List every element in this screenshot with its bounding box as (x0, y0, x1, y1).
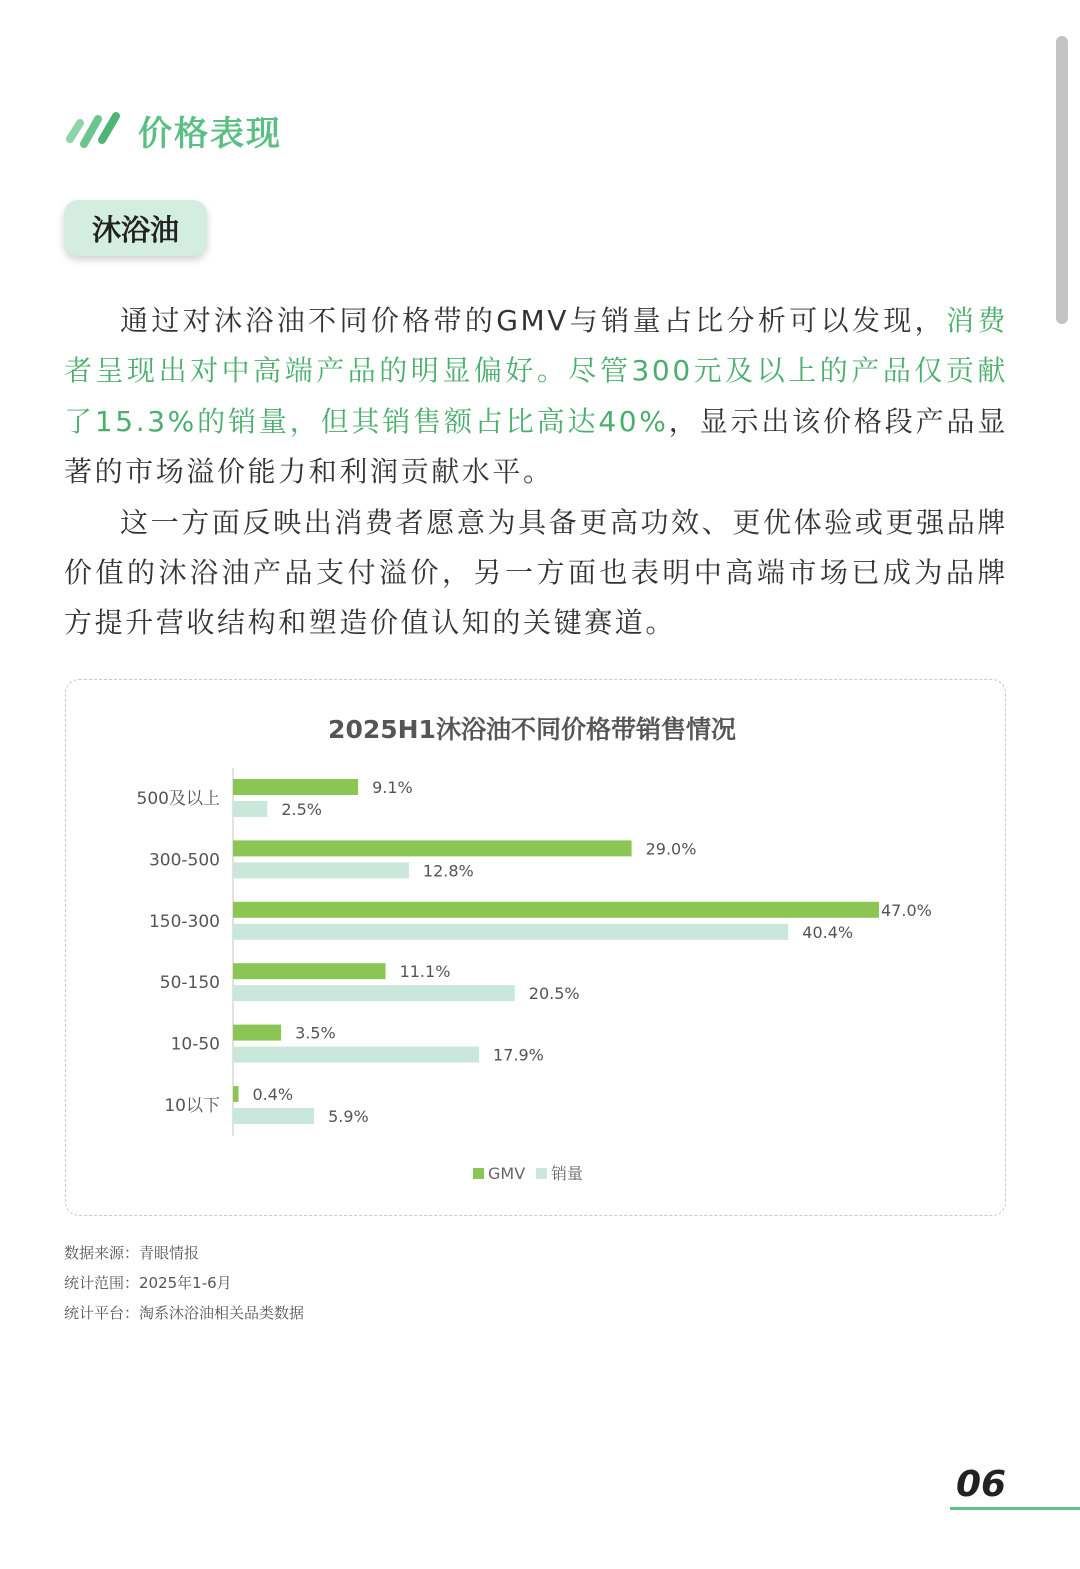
body-text (64, 296, 1008, 649)
note-range: 统计范围：2025年1-6月 (64, 1274, 232, 1292)
legend-label: 销量 (551, 1164, 584, 1183)
legend-swatch (536, 1168, 547, 1179)
chart-container (65, 679, 1006, 1216)
data-label: 29.0% (645, 839, 697, 859)
bar-sales (233, 985, 515, 1001)
category-label: 10以下 (164, 1096, 220, 1116)
data-label: 17.9% (493, 1045, 544, 1065)
data-label: 47.0% (881, 900, 932, 920)
bar-gmv (233, 840, 632, 856)
data-label: 2.5% (281, 800, 323, 819)
note-source: 数据来源：青眼情报 (64, 1244, 200, 1262)
data-notes (64, 1238, 304, 1328)
subsection-tag: 沐浴油 (64, 200, 207, 256)
paragraph-1 (64, 296, 1008, 498)
bar-gmv (233, 963, 386, 979)
paragraph-1-highlight: 消费者呈现出对中高端产品的明显偏好。尽管300元及以上的产品仅贡献了15.3%的销量，但其销售额占比高达40% (64, 304, 1009, 438)
data-label: 12.8% (422, 861, 474, 881)
bar-gmv (233, 1025, 281, 1041)
paragraph-2: 这一方面反映出消费者愿意为具备更高功效、更优体验或更强品牌价值的沐浴油产品支付溢价，另一方面也表明中高端市场已成为品牌方提升营收结构和塑造价值认知的关键赛道。 (64, 505, 1008, 640)
section-header (64, 100, 282, 160)
data-label: 9.1% (372, 778, 413, 797)
data-label: 40.4% (802, 922, 854, 942)
data-label: 3.5% (295, 1023, 336, 1043)
page-number: 06 (956, 1464, 1007, 1505)
data-label: 5.9% (328, 1107, 369, 1126)
category-label: 150-300 (148, 911, 220, 932)
category-label: 500及以上 (136, 789, 220, 809)
chart-title: 2025H1沐浴油不同价格带销售情况 (328, 715, 736, 744)
legend-swatch (473, 1168, 484, 1179)
paragraph-1-text-b: ，显示出该价格段产品显著的市场溢价能力和利润贡献水平。 (64, 404, 1009, 489)
bar-sales (233, 1047, 479, 1063)
stripes-logo-icon (64, 106, 124, 154)
bar-gmv (233, 779, 358, 795)
section-title: 价格表现 (138, 113, 282, 154)
bar-sales (233, 924, 788, 940)
category-label: 50-150 (159, 973, 220, 994)
paragraph-1-text-a: 通过对沐浴油不同价格带的GMV与销量占比分析可以发现， (120, 304, 947, 337)
page-number-underline (950, 1507, 1080, 1510)
bar-gmv (233, 1086, 238, 1102)
data-label: 20.5% (528, 984, 580, 1004)
note-platform: 统计平台：淘系沐浴油相关品类数据 (64, 1304, 305, 1322)
bar-gmv (233, 902, 879, 918)
bar-sales (233, 862, 409, 878)
bar-sales (233, 1108, 314, 1124)
category-label: 300-500 (148, 850, 220, 871)
category-label: 10-50 (170, 1034, 220, 1055)
scrollbar[interactable] (1056, 36, 1068, 324)
legend-label: GMV (488, 1164, 526, 1183)
bar-sales (233, 801, 267, 817)
data-label: 0.4% (252, 1085, 294, 1104)
data-label: 11.1% (399, 962, 451, 982)
bar-chart (66, 680, 1007, 1217)
